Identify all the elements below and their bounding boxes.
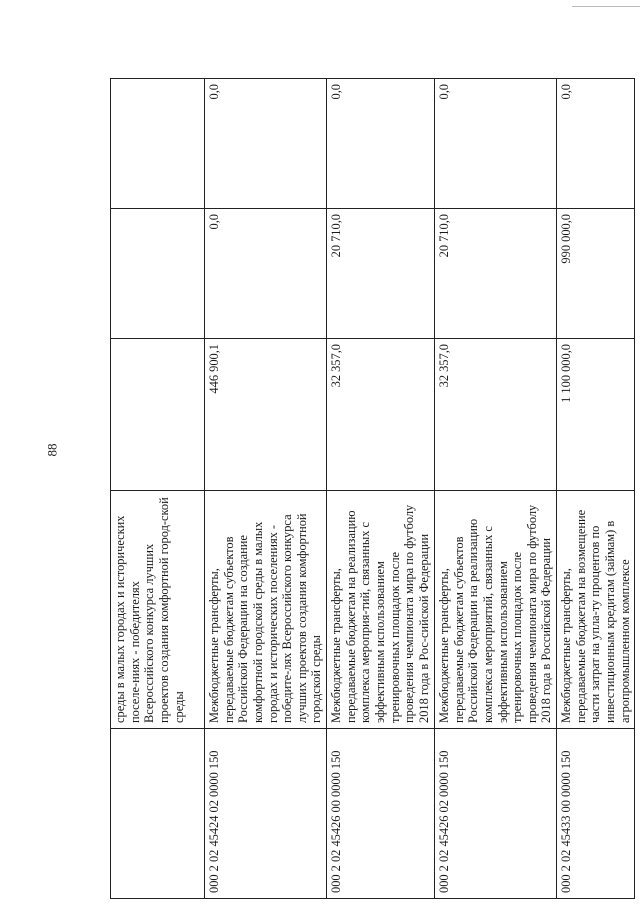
amount-year3-cell: 0,0 [435, 79, 557, 209]
page-number: 88 [44, 443, 60, 457]
amount-year2-cell: 0,0 [205, 209, 327, 339]
description-cell: Межбюджетные трансферты, передаваемые бюджетам субъектов Российской Федерации на создание комфортной городской среды в малых городах и исторических поселениях - победите-лях Всероссийского конкурса лучших проектов создания комфортной городской среды [205, 491, 327, 729]
amount-year2-cell: 20 710,0 [327, 209, 435, 339]
budget-code-cell: 000 2 02 45426 00 0000 150 [327, 729, 435, 899]
amount-year2-cell: 20 710,0 [435, 209, 557, 339]
description-cell: Межбюджетные трансферты, передаваемые бюджетам на реализацию комплекса мероприя-тий, связанных с эффективным использованием тренировочных площадок после проведения чемпионата мира по футболу 2018 года в Рос-сийской Федерации [327, 491, 435, 729]
amount-year1-cell: 1 100 000,0 [557, 339, 635, 491]
amount-year1-cell: 446 900,1 [205, 339, 327, 491]
budget-code-cell: 000 2 02 45433 00 0000 150 [557, 729, 635, 899]
description-cell: среды в малых городах и исторических поселе-ниях - победителях Всероссийского конкурса лучших проектов создания комфортной город-ской среды [111, 491, 205, 729]
amount-year3-cell: 0,0 [205, 79, 327, 209]
amount-year3-cell [111, 79, 205, 209]
description-cell: Межбюджетные трансферты, передаваемые бюджетам субъектов Российской Федерации на реализацию комплекса мероприятий, связанных с эффективным использованием тренировочных площадок после проведения чемпионата мира по футболу 2018 года в Российской Федерации [435, 491, 557, 729]
amount-year2-cell: 990 000,0 [557, 209, 635, 339]
table-row [327, 79, 435, 899]
table-row [205, 79, 327, 899]
table-row [435, 79, 557, 899]
budget-code-cell: 000 2 02 45424 02 0000 150 [205, 729, 327, 899]
amount-year3-cell: 0,0 [557, 79, 635, 209]
budget-code-cell [111, 729, 205, 899]
rotated-table-container [110, 79, 632, 899]
table-row [111, 79, 205, 899]
amount-year1-cell [111, 339, 205, 491]
scan-corner-mark [572, 0, 640, 7]
amount-year1-cell: 32 357,0 [327, 339, 435, 491]
amount-year3-cell: 0,0 [327, 79, 435, 209]
budget-code-cell: 000 2 02 45426 02 0000 150 [435, 729, 557, 899]
description-cell: Межбюджетные трансферты, передаваемые бюджетам на возмещение части затрат на упла-ту процентов по инвестиционным кредитам (займам) в агропромышленном комплексе [557, 491, 635, 729]
amount-year2-cell [111, 209, 205, 339]
budget-table [110, 78, 635, 899]
amount-year1-cell: 32 357,0 [435, 339, 557, 491]
table-row [557, 79, 635, 899]
